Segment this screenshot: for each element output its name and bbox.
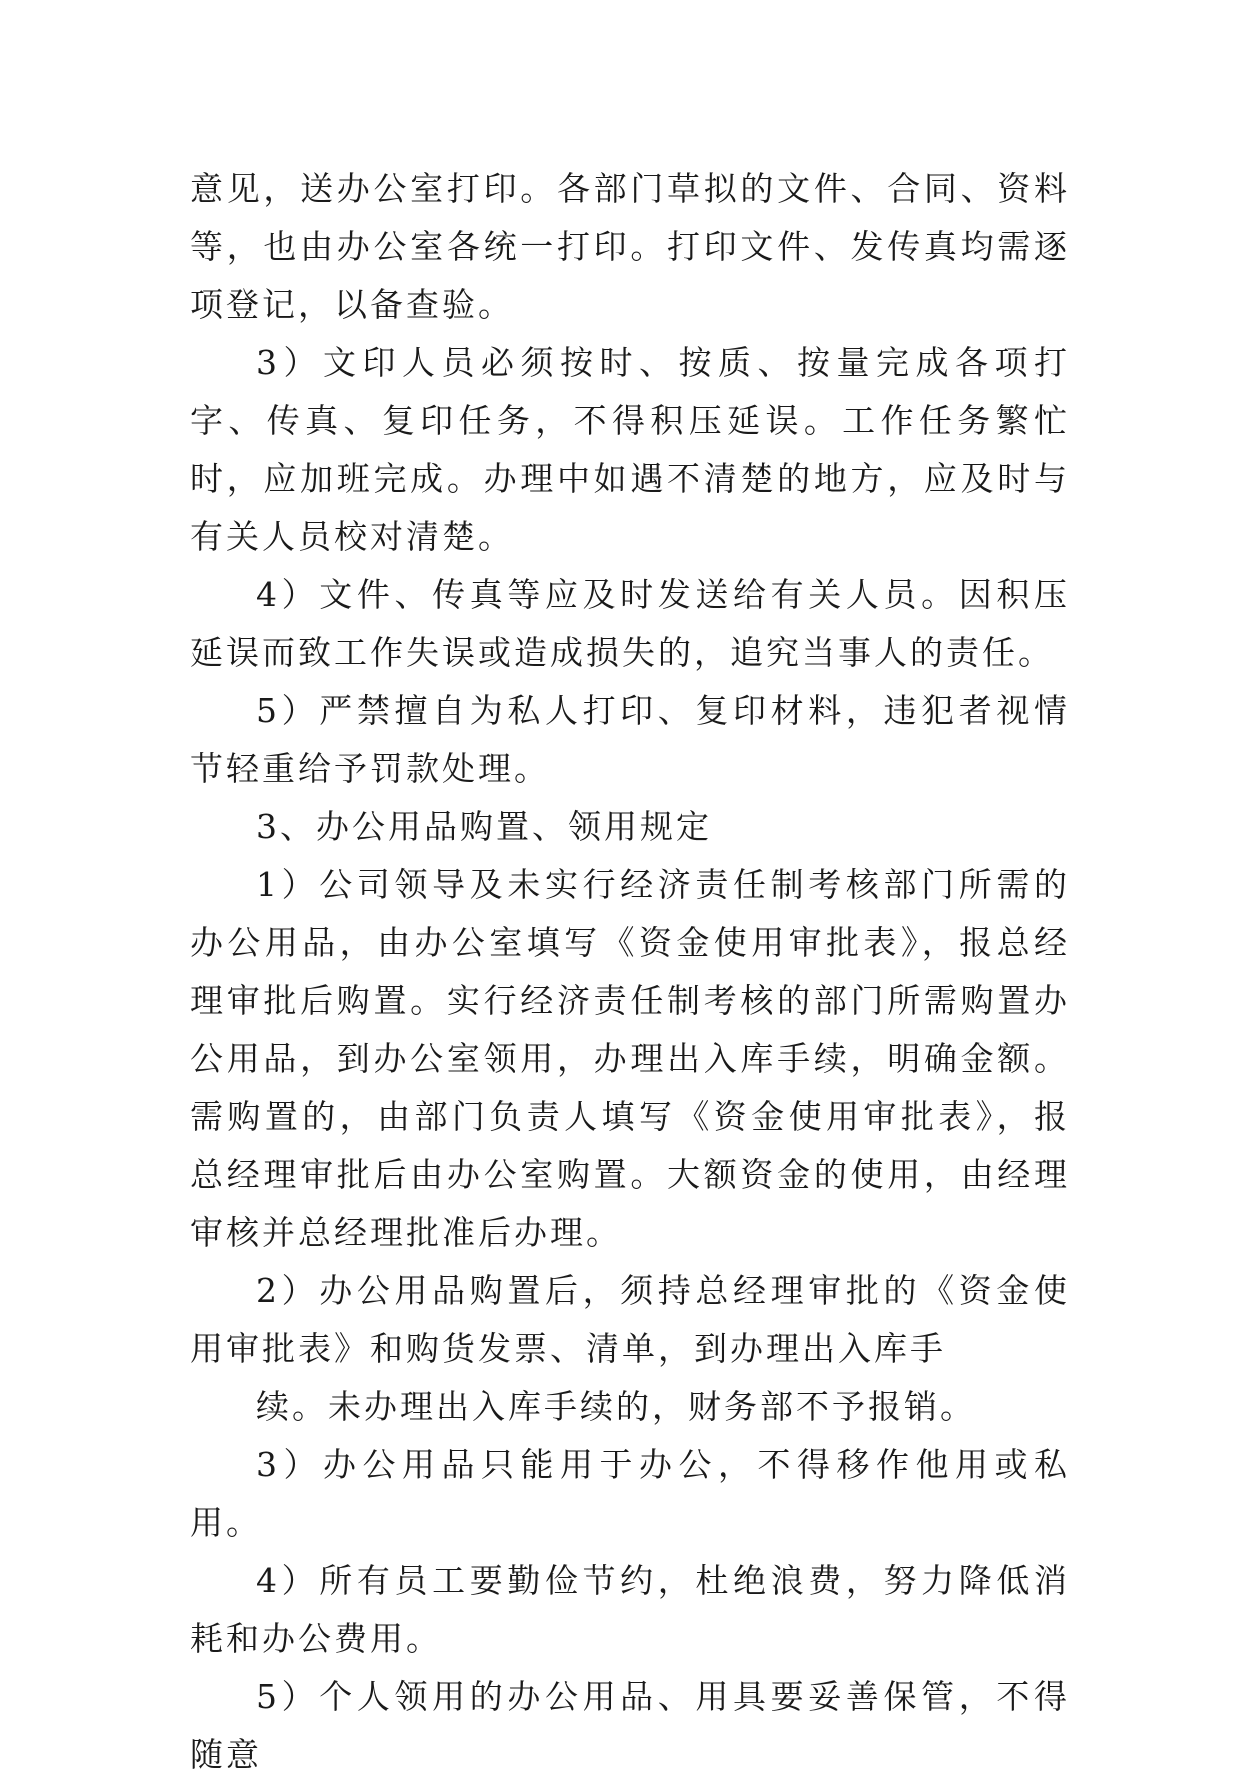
paragraph-9: 4）所有员工要勤俭节约，杜绝浪费，努力降低消耗和办公费用。 xyxy=(190,1561,1070,1658)
paragraph-6: 2）办公用品购置后，须持总经理审批的《资金使用审批表》和购货发票、清单，到办理出入库手 xyxy=(190,1271,1070,1368)
document-body xyxy=(190,160,1070,1784)
paragraph-8: 3）办公用品只能用于办公，不得移作他用或私用。 xyxy=(190,1445,1070,1542)
paragraph-4: 5）严禁擅自为私人打印、复印材料，违犯者视情节轻重给予罚款处理。 xyxy=(190,691,1070,788)
section-heading: 3、办公用品购置、领用规定 xyxy=(256,807,712,846)
paragraph-3: 4）文件、传真等应及时发送给有关人员。因积压延误而致工作失误或造成损失的，追究当事人的责任。 xyxy=(190,575,1070,672)
paragraph-5: 1）公司领导及未实行经济责任制考核部门所需的办公用品，由办公室填写《资金使用审批表》，报总经理审批后购置。实行经济责任制考核的部门所需购置办公用品，到办公室领用，办理出入库手续，明确金额。需购置的，由部门负责人填写《资金使用审批表》，报总经理审批后由办公室购置。大额资金的使用，由经理审核并总经理批准后办理。 xyxy=(190,865,1070,1252)
paragraph-1: 意见，送办公室打印。各部门草拟的文件、合同、资料等，也由办公室各统一打印。打印文件、发传真均需逐项登记，以备查验。 xyxy=(190,169,1070,324)
paragraph-10: 5）个人领用的办公用品、用具要妥善保管，不得随意 xyxy=(190,1677,1070,1774)
paragraph-7: 续。未办理出入库手续的，财务部不予报销。 xyxy=(256,1387,976,1426)
paragraph-2: 3）文印人员必须按时、按质、按量完成各项打字、传真、复印任务，不得积压延误。工作任务繁忙时，应加班完成。办理中如遇不清楚的地方，应及时与有关人员校对清楚。 xyxy=(190,343,1070,556)
